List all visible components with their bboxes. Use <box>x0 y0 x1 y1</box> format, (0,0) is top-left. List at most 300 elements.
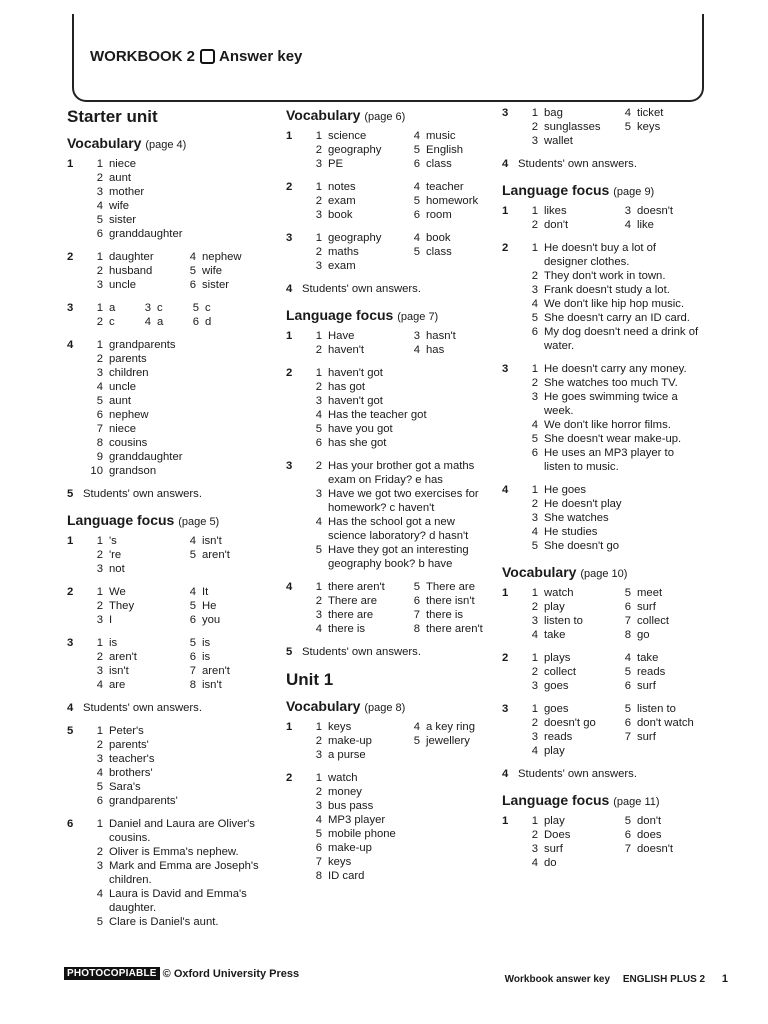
answer-number: 2 <box>315 460 322 472</box>
exercise-number: 6 <box>67 818 74 830</box>
answer-number: 1 <box>531 587 538 599</box>
answer-text: you <box>202 614 221 626</box>
answer-number: 3 <box>96 563 103 575</box>
answer-number <box>615 856 631 870</box>
answer-text: Daniel and Laura are Oliver's cousins. <box>109 818 255 844</box>
answer-number: 1 <box>531 703 538 715</box>
answer-number: 5 <box>315 423 322 435</box>
answer-text: She doesn't wear make-up. <box>544 433 682 445</box>
subsection-page: (page 10) <box>580 568 628 580</box>
answer-number: 2 <box>96 600 103 612</box>
exercise-block <box>286 580 496 636</box>
answer-number: 4 <box>144 316 151 328</box>
answer-number: 3 <box>315 209 322 221</box>
answer-text: class <box>426 158 452 170</box>
exercise-number: 5 <box>67 725 74 737</box>
answer-text: a purse <box>328 749 366 761</box>
answer-number: 7 <box>189 665 196 677</box>
answer-text: mobile phone <box>328 828 396 840</box>
answer-number: 1 <box>96 637 103 649</box>
exercise-block <box>286 459 496 571</box>
exercise-block <box>286 720 496 762</box>
answer-number: 6 <box>96 228 103 240</box>
answer-number: 8 <box>624 629 631 641</box>
answer-number: 4 <box>96 888 103 900</box>
exercise-number: 4 <box>502 484 509 496</box>
exercise-block <box>67 724 267 808</box>
answer-number: 5 <box>189 265 196 277</box>
answer-text: teacher's <box>109 753 155 765</box>
answer-text: is <box>202 651 211 663</box>
answer-number: 4 <box>96 679 103 691</box>
answer-text: He <box>202 600 217 612</box>
answer-number: 2 <box>315 144 322 156</box>
answer-number: 2 <box>531 270 538 282</box>
answer-text: Has your brother got a maths exam on Friday? e has <box>328 460 475 486</box>
answer-number: 1 <box>96 302 103 314</box>
answer-text: science <box>328 130 367 142</box>
answer-number: 5 <box>189 549 196 561</box>
answer-number: 4 <box>96 767 103 779</box>
answer-number: 3 <box>96 860 103 872</box>
exercise-block <box>286 129 496 171</box>
answer-number: 3 <box>531 843 538 855</box>
subsection-page: (page 6) <box>364 111 406 123</box>
column-3 <box>502 106 702 879</box>
answer-number: 3 <box>315 488 322 500</box>
exercise-number: 3 <box>67 637 74 649</box>
answer-text: aren't <box>202 549 230 561</box>
answer-text: We don't like horror films. <box>544 419 671 431</box>
subsection-heading <box>67 511 267 531</box>
answer-text: MP3 player <box>328 814 386 826</box>
answer-number: 4 <box>531 745 538 757</box>
answer-text <box>426 748 496 762</box>
answer-text: parents' <box>109 739 149 751</box>
answer-number: 3 <box>96 665 103 677</box>
exercise-block <box>286 366 496 450</box>
answer-number: 2 <box>531 829 538 841</box>
answer-text: there isn't <box>426 595 475 607</box>
answer-number: 5 <box>624 666 631 678</box>
answer-text: goes <box>544 703 569 715</box>
answer-text: sister <box>202 279 229 291</box>
answer-text: mother <box>109 186 145 198</box>
exercise-number: 3 <box>286 460 293 472</box>
answer-number <box>180 562 196 576</box>
answer-text: does <box>637 829 662 841</box>
exercise-number: 4 <box>67 339 74 351</box>
answer-number: 7 <box>624 843 631 855</box>
answer-text: niece <box>109 423 137 435</box>
exercise-number: 5 <box>67 488 74 500</box>
answer-text: plays <box>544 652 571 664</box>
subsection-title: Language focus <box>502 792 610 808</box>
answer-number: 4 <box>413 130 420 142</box>
subsection-heading <box>502 791 702 811</box>
answer-text: c <box>205 302 211 314</box>
answer-text: aren't <box>109 651 137 663</box>
answer-text: She watches <box>544 512 609 524</box>
answer-number: 4 <box>531 298 538 310</box>
answer-text: There are <box>426 581 475 593</box>
answer-text: a key ring <box>426 721 475 733</box>
answer-text: surf <box>637 680 656 692</box>
answer-number <box>404 748 420 762</box>
answer-number: 4 <box>531 419 538 431</box>
answer-text: grandparents' <box>109 795 178 807</box>
answer-number: 2 <box>96 353 103 365</box>
answer-number: 2 <box>96 846 103 858</box>
title-answer-key: Answer key <box>219 48 303 65</box>
answer-number: 2 <box>315 195 322 207</box>
exercise-number: 1 <box>502 587 509 599</box>
answer-number: 5 <box>96 395 103 407</box>
answer-number <box>404 259 420 273</box>
exercise-number: 4 <box>286 581 293 593</box>
subsection-title: Vocabulary <box>286 107 361 123</box>
answer-number: 6 <box>624 829 631 841</box>
answer-text: c <box>109 316 115 328</box>
answer-text: money <box>328 786 362 798</box>
answer-number: 3 <box>315 609 322 621</box>
answer-text: Students' own answers. <box>302 646 421 658</box>
answer-number: 6 <box>96 795 103 807</box>
answer-text: reads <box>544 731 573 743</box>
answer-number: 6 <box>531 447 538 459</box>
page-number: 1 <box>721 973 728 985</box>
exercise-number: 1 <box>286 130 293 142</box>
answer-text: It <box>202 586 209 598</box>
answer-text: Students' own answers. <box>302 283 421 295</box>
answer-text: Students' own answers. <box>518 158 637 170</box>
answer-text: He goes <box>544 484 587 496</box>
answer-text: haven't got <box>328 367 383 379</box>
subsection-page: (page 11) <box>613 796 660 808</box>
answer-text: like <box>637 219 654 231</box>
answer-text: listen to <box>637 703 676 715</box>
exercise-number: 1 <box>67 158 74 170</box>
answer-number: 4 <box>189 535 196 547</box>
answer-number: 3 <box>531 680 538 692</box>
answer-number: 5 <box>531 312 538 324</box>
answer-number: 2 <box>531 666 538 678</box>
answer-number: 1 <box>96 158 103 170</box>
answer-text: They <box>109 600 135 612</box>
answer-text: watch <box>328 772 358 784</box>
answer-text: English <box>426 144 464 156</box>
section-heading: Unit 1 <box>286 670 334 689</box>
answer-text: Mark and Emma are Joseph's children. <box>109 860 259 886</box>
header-frame <box>72 14 704 102</box>
answer-text: is <box>202 637 211 649</box>
answer-text <box>637 134 702 148</box>
answer-text: doesn't <box>637 843 674 855</box>
answer-number: 4 <box>413 344 420 356</box>
answer-text: exam <box>328 260 356 272</box>
answer-text: parents <box>109 353 147 365</box>
answer-text: music <box>426 130 456 142</box>
exercise-block <box>67 817 267 929</box>
exercise-block <box>67 157 267 241</box>
answer-text: sister <box>109 214 136 226</box>
answer-text: play <box>544 601 565 613</box>
answer-number: 1 <box>315 232 322 244</box>
answer-number: 4 <box>413 181 420 193</box>
answer-number: 5 <box>624 121 631 133</box>
answer-number: 3 <box>315 749 322 761</box>
exercise-number: 4 <box>502 768 509 780</box>
footer-book-title: Workbook answer key <box>504 974 611 985</box>
publisher-name: © Oxford University Press <box>162 967 300 980</box>
answer-number: 3 <box>531 512 538 524</box>
answer-number: 5 <box>624 815 631 827</box>
answer-number <box>615 134 631 148</box>
answer-text: PE <box>328 158 344 170</box>
answer-number: 3 <box>96 367 103 379</box>
answer-text: Have they got an interesting geography book? b have <box>328 544 469 570</box>
answer-number: 1 <box>315 330 322 342</box>
answer-text: Frank doesn't study a lot. <box>544 284 670 296</box>
answer-number: 6 <box>624 717 631 729</box>
answer-text: teacher <box>426 181 464 193</box>
exercise-number: 4 <box>67 702 74 714</box>
answer-number: 4 <box>315 623 322 635</box>
answer-text: a <box>157 316 164 328</box>
answer-text: Has the teacher got <box>328 409 427 421</box>
answer-text: Has the school got a new science laboratory? d hasn't <box>328 516 469 542</box>
answer-number: 5 <box>189 600 196 612</box>
answer-number: 1 <box>96 535 103 547</box>
answer-number: 5 <box>413 735 420 747</box>
answer-text: make-up <box>328 735 372 747</box>
subsection-heading <box>286 697 496 717</box>
answer-number: 2 <box>315 344 322 356</box>
answer-text: room <box>426 209 452 221</box>
answer-number: 1 <box>531 107 538 119</box>
answer-number: 3 <box>624 205 631 217</box>
answer-text: She watches too much TV. <box>544 377 678 389</box>
answer-text: We <box>109 586 126 598</box>
answer-number: 8 <box>189 679 196 691</box>
exercise-number: 3 <box>502 363 509 375</box>
subsection-page: (page 4) <box>145 139 187 151</box>
title-workbook: WORKBOOK 2 <box>90 48 195 65</box>
answer-text: He studies <box>544 526 598 538</box>
answer-number: 5 <box>413 246 420 258</box>
answer-number: 6 <box>624 601 631 613</box>
answer-number: 6 <box>192 316 199 328</box>
answer-text: maths <box>328 246 359 258</box>
answer-text: uncle <box>109 279 137 291</box>
answer-text: brothers' <box>109 767 153 779</box>
answer-number: 2 <box>315 786 322 798</box>
answer-number: 2 <box>96 316 103 328</box>
answer-text: likes <box>544 205 567 217</box>
subsection-title: Language focus <box>286 307 394 323</box>
answer-number: 3 <box>531 284 538 296</box>
answer-number: 6 <box>413 158 420 170</box>
answer-text: He doesn't play <box>544 498 622 510</box>
column-1 <box>67 106 267 938</box>
subsection-title: Vocabulary <box>286 698 361 714</box>
answer-number: 4 <box>624 219 631 231</box>
answer-text <box>637 856 702 870</box>
answer-number: 1 <box>96 725 103 737</box>
answer-number: 4 <box>531 857 538 869</box>
answer-number <box>615 744 631 758</box>
exercise-number: 2 <box>286 772 293 784</box>
answer-text: there aren't <box>426 623 483 635</box>
exercise-block <box>67 636 267 692</box>
exercise-block <box>502 651 702 693</box>
subsection-title: Vocabulary <box>502 564 577 580</box>
answer-number: 1 <box>315 130 322 142</box>
footer-series: ENGLISH PLUS 2 <box>622 974 706 985</box>
answer-text: ID card <box>328 870 365 882</box>
answer-number: 7 <box>315 856 322 868</box>
answer-number: 6 <box>624 680 631 692</box>
answer-number: 5 <box>315 544 322 556</box>
answer-number: 3 <box>144 302 151 314</box>
answer-number: 5 <box>531 433 538 445</box>
exercise-number: 2 <box>502 242 509 254</box>
exercise-number: 4 <box>286 283 293 295</box>
answer-number: 1 <box>96 818 103 830</box>
workbook-box-icon <box>200 49 215 64</box>
answer-number: 4 <box>189 251 196 263</box>
answer-number: 1 <box>531 363 538 375</box>
answer-text: collect <box>637 615 670 627</box>
answer-number: 5 <box>531 540 538 552</box>
answer-text: book <box>328 209 353 221</box>
answer-text: wallet <box>544 135 573 147</box>
exercise-block <box>502 106 702 148</box>
answer-number: 4 <box>315 516 322 528</box>
answer-number: 1 <box>315 581 322 593</box>
answer-text: isn't <box>109 665 129 677</box>
answer-number: 2 <box>531 121 538 133</box>
answer-number: 7 <box>413 609 420 621</box>
answer-text: collect <box>544 666 577 678</box>
exercise-number: 2 <box>286 367 293 379</box>
answer-text <box>202 562 267 576</box>
answer-number: 1 <box>315 772 322 784</box>
answer-number: 5 <box>189 637 196 649</box>
exercise-block <box>502 362 702 474</box>
exercise-block <box>67 487 267 501</box>
answer-text: keys <box>328 856 352 868</box>
answer-number: 1 <box>96 586 103 598</box>
answer-text: surf <box>637 731 656 743</box>
exercise-block <box>502 586 702 642</box>
answer-number: 1 <box>531 484 538 496</box>
answer-text: Have <box>328 330 355 342</box>
exercise-block <box>286 180 496 222</box>
answer-number: 4 <box>96 381 103 393</box>
answer-text: exam <box>328 195 356 207</box>
answer-text: Oliver is Emma's nephew. <box>109 846 239 858</box>
exercise-number: 3 <box>67 302 74 314</box>
answer-number: 3 <box>315 800 322 812</box>
answer-number: 1 <box>531 815 538 827</box>
exercise-number: 2 <box>67 586 74 598</box>
answer-text: 're <box>109 549 122 561</box>
answer-text: grandparents <box>109 339 176 351</box>
answer-text: there aren't <box>328 581 385 593</box>
answer-text: nephew <box>109 409 149 421</box>
answer-number: 4 <box>315 814 322 826</box>
answer-number: 5 <box>96 781 103 793</box>
answer-text: d <box>205 316 212 328</box>
answer-number: 6 <box>96 409 103 421</box>
answer-text: uncle <box>109 381 137 393</box>
answer-text: have you got <box>328 423 393 435</box>
exercise-number: 1 <box>286 330 293 342</box>
answer-number: 1 <box>531 205 538 217</box>
answer-number: 3 <box>531 135 538 147</box>
answer-number: 2 <box>96 739 103 751</box>
answer-number: 5 <box>192 302 199 314</box>
column-2 <box>286 106 496 892</box>
answer-text: doesn't <box>637 205 674 217</box>
answer-text: book <box>426 232 451 244</box>
answer-number: 5 <box>413 144 420 156</box>
answer-text: They don't work in town. <box>544 270 666 282</box>
answer-text: Students' own answers. <box>83 488 202 500</box>
answer-text: 's <box>109 535 117 547</box>
answer-number: 3 <box>315 260 322 272</box>
answer-text: do <box>544 857 557 869</box>
answer-number: 2 <box>315 246 322 258</box>
answer-text: take <box>544 629 566 641</box>
answer-number: 8 <box>413 623 420 635</box>
answer-text: has got <box>328 381 366 393</box>
answer-number: 5 <box>624 587 631 599</box>
answer-number: 2 <box>531 601 538 613</box>
exercise-block <box>286 231 496 273</box>
exercise-block <box>67 701 267 715</box>
exercise-block <box>286 329 496 357</box>
answer-number: 8 <box>315 870 322 882</box>
answer-number: 3 <box>96 279 103 291</box>
answer-text: Does <box>544 829 571 841</box>
answer-number: 2 <box>531 219 538 231</box>
answer-number: 2 <box>531 498 538 510</box>
answer-number: 5 <box>96 214 103 226</box>
answer-number: 2 <box>315 595 322 607</box>
answer-number: 2 <box>531 377 538 389</box>
exercise-block <box>67 585 267 627</box>
exercise-number: 1 <box>67 535 74 547</box>
answer-text: He doesn't carry any money. <box>544 363 687 375</box>
answer-text: She doesn't go <box>544 540 620 552</box>
exercise-number: 5 <box>286 646 293 658</box>
answer-text: don't <box>544 219 569 231</box>
answer-text: niece <box>109 158 137 170</box>
answer-text: daughter <box>109 251 154 263</box>
answer-text: make-up <box>328 842 372 854</box>
answer-text: play <box>544 815 565 827</box>
answer-text: goes <box>544 680 569 692</box>
answer-number: 8 <box>96 437 103 449</box>
answer-text: nephew <box>202 251 242 263</box>
answer-number: 2 <box>96 549 103 561</box>
answer-text: I <box>109 614 113 626</box>
answer-number: 3 <box>531 731 538 743</box>
answer-text: wife <box>109 200 130 212</box>
answer-number: 4 <box>413 721 420 733</box>
